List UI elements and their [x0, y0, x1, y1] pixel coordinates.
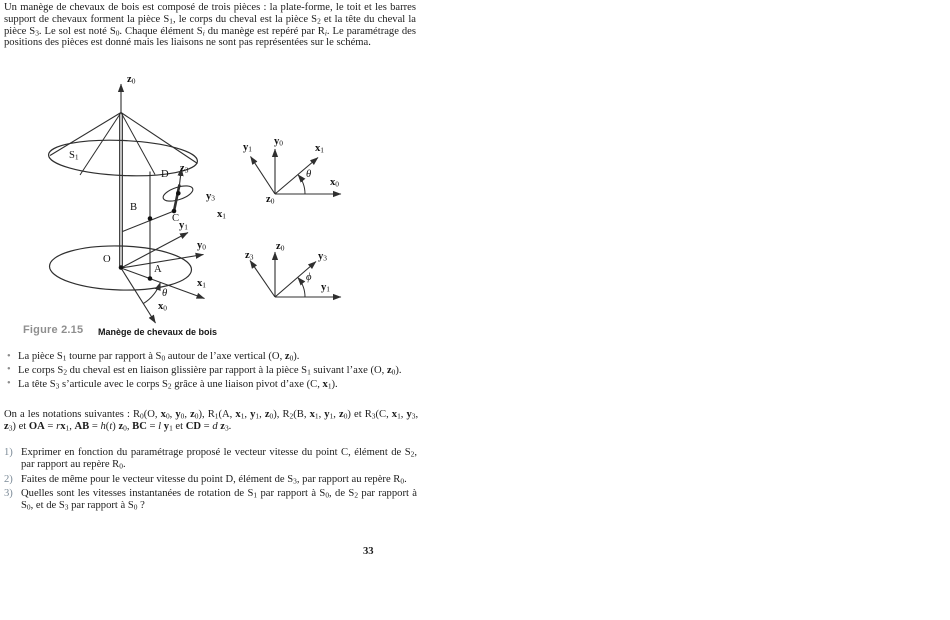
- point-B: [148, 216, 153, 221]
- notation-paragraph: On a les notations suivantes : $R_0(O$, $x_0$, $y_0$, $z_0$), $R_1(A$, $x_1$, $y_1$, $z_0$), $R_2(B$, $x_1$, $y_1$, $z_0$) et $R_3(C$, $x_1$, $y_3$, $z_3$) et OA = $rx_1$, AB = h(t) $z_0$, BC = l $y_1$ et CD = d $z_3$.: [4, 409, 419, 433]
- label-x1-o: $x_1$: [197, 278, 206, 290]
- label-x1-mid: $x_1$: [217, 209, 226, 221]
- label-y0-o: $y_0$: [197, 240, 206, 252]
- bullet-icon: •: [7, 378, 11, 390]
- point-A: [148, 276, 153, 281]
- figure-caption: Manège de chevaux de bois: [98, 327, 218, 337]
- central-pole: [120, 113, 123, 266]
- bullet-item: [4, 379, 417, 391]
- question-number: 2): [4, 473, 13, 485]
- f1-x1-arrow: [275, 158, 318, 195]
- bullet-icon: •: [7, 364, 11, 376]
- question-number: 1): [4, 447, 13, 458]
- carousel-diagram: [0, 70, 420, 340]
- roof-cone: [48, 113, 198, 179]
- label-D: D: [161, 169, 169, 180]
- label-f1-theta: θ: [306, 169, 312, 180]
- question-text: Quelles sont les vitesses instantanées de rotation de $S_1$ par rapport à $S_0$, de $S_2$ par rapport à $S_0$, et de $S_3$ par rapport à $S_0$ ?: [21, 488, 418, 512]
- bullet-list: [4, 351, 417, 392]
- label-theta-o: θ: [162, 288, 168, 299]
- page-number: 33: [363, 546, 374, 557]
- bullet-text: Le corps $S_2$ du cheval est en liaison glissière par rapport à la pièce $S_1$ suivant l’axe (O, $z_0$).: [18, 364, 402, 377]
- point-O: [119, 265, 124, 270]
- label-C: C: [172, 213, 180, 224]
- bullet-item: [4, 351, 417, 363]
- f1-theta-arc: [298, 175, 305, 194]
- question-item: [4, 488, 417, 512]
- intro-paragraph: Un manège de chevaux de bois est composé de trois pièces : la plate-forme, le toit et les barres support de chevaux forment la pièce $S_1$, le corps du cheval est la pièce $S_2$ et la tête du cheval la pièce $S_3$. Le sol est noté $S_0$. Chaque élément $S_i$ du manège est repéré par $R_i$. Le paramétrage des positions des pièces est donné mais les liaisons ne sont pas représentées sur le schéma.: [4, 2, 417, 49]
- f2-phi-arc: [298, 277, 305, 297]
- label-z0-top: $z_0$: [127, 74, 136, 86]
- label-f2-phi: ϕ: [306, 272, 312, 283]
- label-z3: $z_3$: [180, 163, 189, 175]
- question-number: 3): [4, 488, 13, 500]
- label-y1-o: $y_1$: [179, 220, 188, 232]
- bullet-icon: •: [7, 350, 11, 362]
- bullet-text: La pièce $S_1$ tourne par rapport à $S_0$ autour de l’axe vertical (O, $z_0$).: [18, 351, 300, 363]
- bullet-text: La tête $S_3$ s’articule avec le corps $S_2$ grâce à une liaison pivot d’axe (C, $x_1$).: [18, 378, 338, 390]
- label-f2-z0: $z_0$: [276, 241, 285, 253]
- label-A: A: [154, 264, 162, 275]
- figure-number: Figure 2.15: [23, 324, 84, 336]
- label-O: O: [103, 254, 111, 265]
- label-f2-y3: $y_3$: [318, 251, 327, 263]
- question-item: [4, 447, 417, 471]
- question-list: [4, 447, 417, 515]
- label-f1-x0: $x_0$: [330, 177, 339, 189]
- question-item: [4, 474, 417, 486]
- question-text: Exprimer en fonction du paramétrage proposé le vecteur vitesse du point C, élément de $S_2$, par rapport au repère $R_0$.: [21, 447, 417, 471]
- bc-bar: [123, 211, 175, 232]
- label-f1-x1: $x_1$: [315, 143, 324, 155]
- point-D: [176, 191, 181, 196]
- label-f1-z0: $z_0$: [266, 194, 275, 206]
- label-f1-y0: $y_0$: [274, 136, 283, 148]
- label-f1-y1: $y_1$: [243, 142, 252, 154]
- question-text: Faites de même pour le vecteur vitesse du point D, élément de $S_3$, par rapport au repère $R_0$.: [21, 473, 407, 485]
- f1-y1-arrow: [251, 157, 276, 195]
- label-f2-z3: $z_3$: [245, 250, 254, 262]
- label-f2-y1: $y_1$: [321, 282, 330, 294]
- label-B: B: [130, 202, 138, 213]
- label-S1: $S_1$: [69, 150, 79, 162]
- f2-z3-arrow: [250, 261, 275, 298]
- bullet-item: [4, 365, 417, 377]
- label-y3: $y_3$: [206, 191, 215, 203]
- label-x0-o: $x_0$: [158, 301, 167, 313]
- theta-frame: [251, 149, 342, 194]
